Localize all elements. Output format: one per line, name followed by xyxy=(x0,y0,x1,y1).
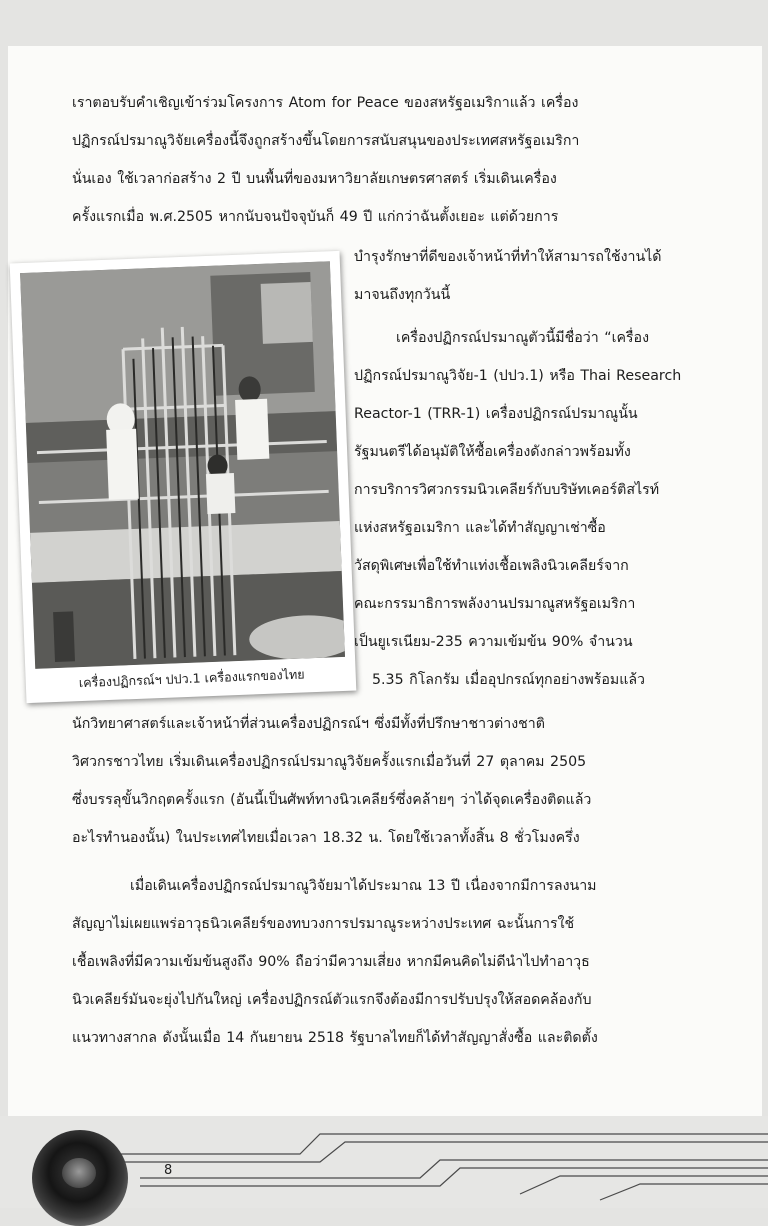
text-line: บำรุงรักษาที่ดีของเจ้าหน้าที่ทำให้สามารถใช้งานได้ xyxy=(354,249,662,265)
text-line: รัฐมนตรีได้อนุมัติให้ซื้อเครื่องดังกล่าวพร้อมทั้ง xyxy=(354,444,631,460)
text-line: สัญญาไม่เผยแพร่อาวุธนิวเคลียร์ของทบวงการปรมาณูระหว่างประเทศ ฉะนั้นการใช้ xyxy=(72,916,575,932)
text-line: การบริการวิศวกรรมนิวเคลียร์กับบริษัทเคอร์ติสไรท์ xyxy=(354,482,660,498)
text-line: มาจนถึงทุกวันนี้ xyxy=(354,287,451,303)
text-line: เชื้อเพลิงที่มีความเข้มข้นสูงถึง 90% ถือว่ามีความเสี่ยง หากมีคนคิดไม่ดีนำไปทำอาวุธ xyxy=(72,954,590,970)
page-number: 8 xyxy=(164,1163,173,1178)
text-line: อะไรทำนองนั้น) ในประเทศไทยเมื่อเวลา 18.32 น. โดยใช้เวลาทั้งสิ้น 8 ชั่วโมงครึ่ง xyxy=(72,830,580,846)
text-line: แห่งสหรัฐอเมริกา และได้ทำสัญญาเช่าซื้อ xyxy=(354,520,606,536)
text-line: Reactor-1 (TRR-1) เครื่องปฏิกรณ์ปรมาณูนั้น xyxy=(354,406,638,422)
text-line: ปฏิกรณ์ปรมาณูวิจัย-1 (ปปว.1) หรือ Thai Research xyxy=(354,368,682,384)
text-line: เราตอบรับคำเชิญเข้าร่วมโครงการ Atom for Peace ของสหรัฐอเมริกาแล้ว เครื่อง xyxy=(72,95,579,111)
text-line: วัสดุพิเศษเพื่อใช้ทำแท่งเชื้อเพลิงนิวเคลียร์จาก xyxy=(354,558,629,574)
reactor-photo-frame xyxy=(10,251,357,703)
text-line: แนวทางสากล ดังนั้นเมื่อ 14 กันยายน 2518 รัฐบาลไทยก็ได้ทำสัญญาสั่งซื้อ และติดตั้ง xyxy=(72,1030,598,1046)
reactor-photo xyxy=(20,261,345,669)
text-line: ซึ่งบรรลุขั้นวิกฤตครั้งแรก (อันนี้เป็นศัพท์ทางนิวเคลียร์ซึ่งคล้ายๆ ว่าได้จุดเครื่องติดแล้ว xyxy=(72,792,592,808)
text-line: เครื่องปฏิกรณ์ปรมาณูตัวนี้มีชื่อว่า “เครื่อง xyxy=(396,330,650,346)
emblem-icon xyxy=(32,1130,128,1226)
text-line: เป็นยูเรเนียม-235 ความเข้มข้น 90% จำนวน xyxy=(354,634,633,650)
emblem-core xyxy=(62,1158,96,1188)
text-line: วิศวกรชาวไทย เริ่มเดินเครื่องปฏิกรณ์ปรมาณูวิจัยครั้งแรกเมื่อวันที่ 27 ตุลาคม 2505 xyxy=(72,754,587,770)
text-line: นักวิทยาศาสตร์และเจ้าหน้าที่ส่วนเครื่องปฏิกรณ์ฯ ซึ่งมีทั้งที่ปรึกษาชาวต่างชาติ xyxy=(72,716,545,732)
text-line: นั่นเอง ใช้เวลาก่อสร้าง 2 ปี บนพื้นที่ของมหาวิยาลัยเกษตรศาสตร์ เริ่มเดินเครื่อง xyxy=(72,171,557,187)
photo-caption: เครื่องปฏิกรณ์ฯ ปปว.1 เครื่องแรกของไทย xyxy=(78,666,305,691)
text-line: คณะกรรมาธิการพลังงานปรมาณูสหรัฐอเมริกา xyxy=(354,596,636,612)
text-line: นิวเคลียร์มันจะยุ่งไปกันใหญ่ เครื่องปฏิกรณ์ตัวแรกจึงต้องมีการปรับปรุงให้สอดคล้องกับ xyxy=(72,992,592,1008)
text-line: ครั้งแรกเมื่อ พ.ศ.2505 หากนับจนปัจจุบันก็ 49 ปี แก่กว่าฉันตั้งเยอะ แต่ด้วยการ xyxy=(72,209,559,225)
text-line: 5.35 กิโลกรัม เมื่ออุปกรณ์ทุกอย่างพร้อมแล้ว xyxy=(372,672,646,688)
text-line: เมื่อเดินเครื่องปฏิกรณ์ปรมาณูวิจัยมาได้ประมาณ 13 ปี เนื่องจากมีการลงนาม xyxy=(130,878,597,894)
text-line: ปฏิกรณ์ปรมาณูวิจัยเครื่องนี้จึงถูกสร้างขึ้นโดยการสนับสนุนของประเทศสหรัฐอเมริกา xyxy=(72,133,580,149)
